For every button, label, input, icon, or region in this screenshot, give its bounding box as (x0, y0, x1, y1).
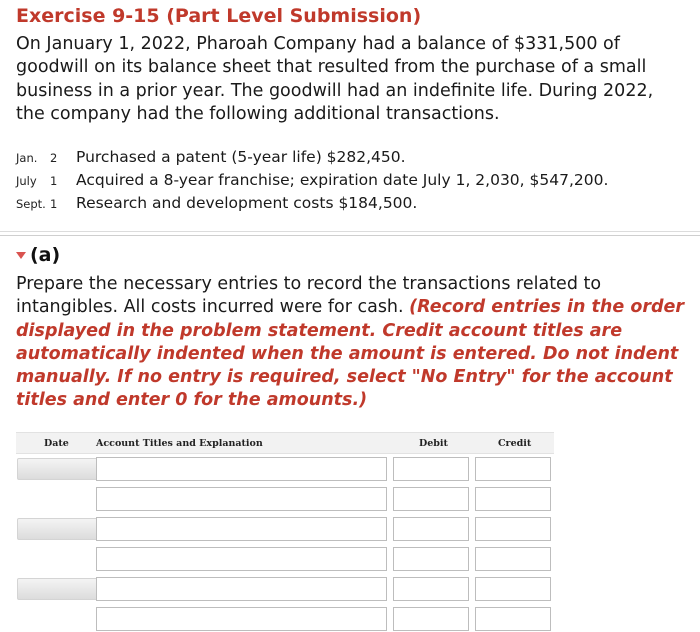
transaction-description: Acquired a 8-year franchise; expiration date July 1, 2,030, $547,200. (76, 171, 609, 189)
debit-input[interactable] (393, 487, 469, 511)
transaction-date (16, 174, 74, 188)
transaction-month: Jan. (16, 151, 38, 165)
debit-input[interactable] (393, 547, 469, 571)
account-title-input[interactable] (96, 517, 387, 541)
exercise-title: Exercise 9-15 (Part Level Submission) (16, 5, 422, 27)
transaction-day: 2 (50, 151, 58, 165)
transaction-row (16, 193, 696, 216)
debit-input[interactable] (393, 577, 469, 601)
account-title-input[interactable] (96, 607, 387, 631)
account-title-input[interactable] (96, 547, 387, 571)
debit-input[interactable] (393, 457, 469, 481)
journal-row (16, 574, 554, 604)
transaction-month: Sept. (16, 197, 46, 211)
instruction-emphasis: (Record entries in the order displayed in the problem statement. Credit account titles are automatically indented when the amount is entered. Do not indent manually. If no entry is required, select "No Entry" for the account titles and enter 0 for the amounts.) (16, 297, 685, 411)
transaction-row (16, 147, 696, 170)
transaction-month: July (16, 174, 37, 188)
transaction-date (16, 151, 74, 165)
journal-header-row (16, 432, 554, 454)
credit-input[interactable] (475, 577, 551, 601)
journal-row (16, 514, 554, 544)
journal-row (16, 454, 554, 484)
problem-statement: On January 1, 2022, Pharoah Company had a balance of $331,500 of goodwill on its balance sheet that resulted from the purchase of a small business in a prior year. The goodwill had an indefinite life. During 2022, the company had the following additional transactions. (16, 34, 654, 124)
credit-input[interactable] (475, 457, 551, 481)
collapse-triangle-icon[interactable] (16, 252, 26, 259)
transaction-day: 1 (50, 197, 58, 211)
transaction-day: 1 (50, 174, 58, 188)
transaction-list (16, 147, 696, 216)
debit-input[interactable] (393, 517, 469, 541)
credit-column-header: Credit (498, 438, 532, 449)
transaction-row (16, 170, 696, 193)
instruction-plain: Prepare the necessary entries to record the transactions related to intangibles. All costs incurred were for cash. (16, 274, 602, 318)
transaction-date (16, 197, 74, 211)
part-a-instructions (16, 273, 691, 413)
transaction-description: Purchased a patent (5-year life) $282,450. (76, 148, 406, 166)
account-title-input[interactable] (96, 487, 387, 511)
part-a-label: (a) (30, 244, 61, 266)
account-title-input[interactable] (96, 577, 387, 601)
account-column-header: Account Titles and Explanation (96, 438, 263, 449)
journal-row (16, 604, 554, 632)
credit-input[interactable] (475, 607, 551, 631)
date-column-header: Date (44, 438, 69, 449)
exercise-panel (0, 0, 700, 232)
account-title-input[interactable] (96, 457, 387, 481)
credit-input[interactable] (475, 517, 551, 541)
debit-column-header: Debit (419, 438, 448, 449)
transaction-description: Research and development costs $184,500. (76, 194, 418, 212)
debit-input[interactable] (393, 607, 469, 631)
part-a-panel (0, 235, 700, 632)
journal-row (16, 484, 554, 514)
credit-input[interactable] (475, 487, 551, 511)
journal-entry-table (16, 432, 554, 632)
journal-row (16, 544, 554, 574)
credit-input[interactable] (475, 547, 551, 571)
